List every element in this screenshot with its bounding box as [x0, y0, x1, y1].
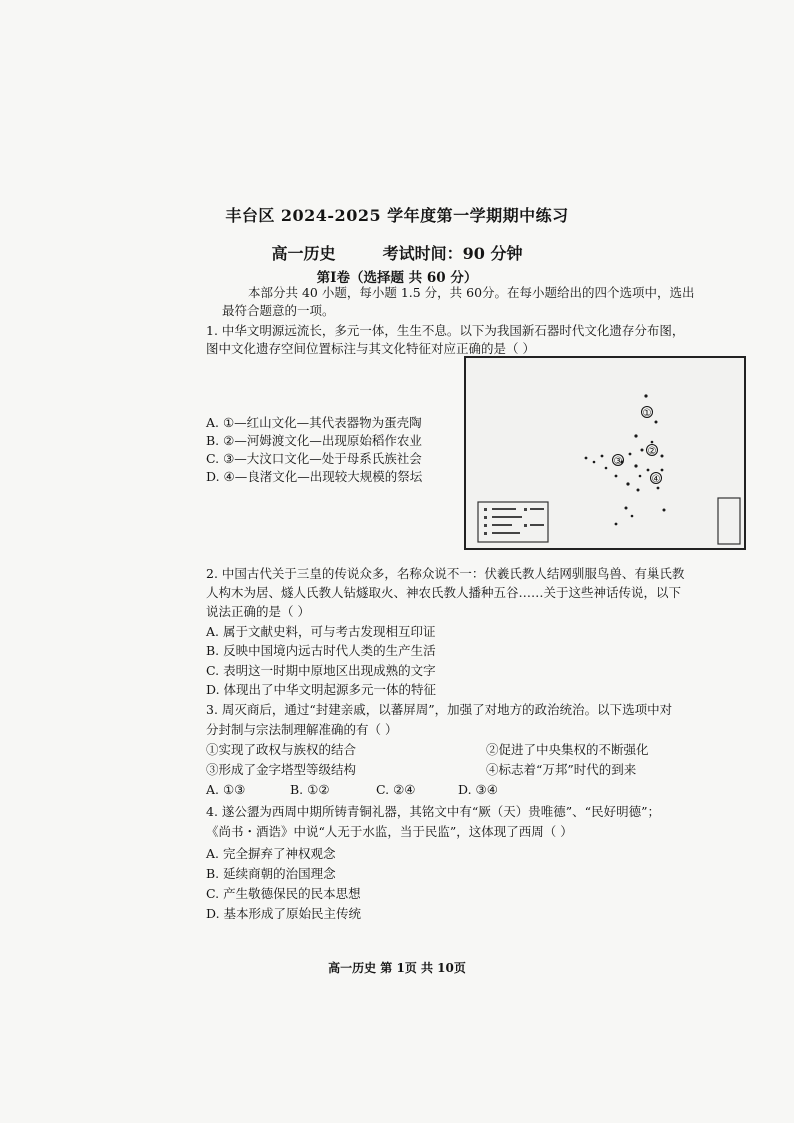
question-3-option-b[interactable]: B. ①②	[290, 782, 330, 797]
instructions-line: 最符合题意的一项。	[222, 303, 335, 318]
question-2-stem: 说法正确的是（ ）	[206, 604, 310, 619]
question-4-stem: 4. 遂公盨为西周中期所铸青铜礼器，其铭文中有“厥（天）贵唯德”、“民好明德”；	[206, 804, 660, 819]
map-marker-3-label: ③	[613, 456, 623, 467]
question-4-option-d[interactable]: D. 基本形成了原始民主传统	[206, 906, 362, 921]
question-3-option-d[interactable]: D. ③④	[458, 782, 498, 797]
neolithic-sites-map	[464, 356, 746, 550]
question-2-option-a[interactable]: A. 属于文献史料，可与考古发现相互印证	[206, 624, 436, 639]
map-legend-marks	[484, 508, 544, 535]
instructions-line: 本部分共 40 小题，每小题 1.5 分，共 60分。在每小题给出的四个选项中，选出	[248, 285, 695, 300]
question-3-item-4: ④标志着“万邦”时代的到来	[486, 762, 637, 777]
question-4-option-b[interactable]: B. 延续商朝的治国理念	[206, 866, 336, 881]
map-inset-box	[718, 498, 740, 544]
question-1-stem: 图中文化遗存空间位置标注与其文化特征对应正确的是（ ）	[206, 341, 535, 356]
question-3-stem: 分封制与宗法制理解准确的有（ ）	[206, 722, 398, 737]
question-4-stem: 《尚书・酒诰》中说“人无于水监，当于民监”，这体现了西周（ ）	[206, 824, 573, 839]
map-marker-2-label: ②	[647, 446, 657, 457]
question-2-stem: 人构木为居、燧人氏教人钻燧取火、神农氏教人播种五谷……关于这些神话传说，以下	[206, 585, 682, 600]
exam-time: 考试时间：90 分钟	[382, 244, 523, 263]
exam-title: 丰台区 2024-2025 学年度第一学期期中练习	[225, 206, 569, 225]
question-3-item-3: ③形成了金字塔型等级结构	[206, 762, 357, 777]
question-1-stem: 1. 中华文明源远流长，多元一体，生生不息。以下为我国新石器时代文化遗存分布图，	[206, 323, 685, 338]
question-3-item-2: ②促进了中央集权的不断强化	[486, 742, 649, 757]
question-4-option-a[interactable]: A. 完全摒弃了神权观念	[206, 846, 336, 861]
map-site-dots	[585, 394, 666, 525]
question-1-option-a[interactable]: A. ①—红山文化—其代表器物为蛋壳陶	[206, 415, 422, 430]
map-marker-1-label: ①	[642, 408, 652, 419]
question-3-option-c[interactable]: C. ②④	[376, 782, 416, 797]
question-2-option-c[interactable]: C. 表明这一时期中原地区出现成熟的文字	[206, 663, 436, 678]
map-marker-4-label: ④	[651, 474, 661, 485]
question-2-option-b[interactable]: B. 反映中国境内远古时代人类的生产生活	[206, 643, 436, 658]
question-2-stem: 2. 中国古代关于三皇的传说众多，名称众说不一：伏羲氏教人结网驯服鸟兽、有巢氏教	[206, 566, 685, 581]
question-3-stem: 3. 周灭商后，通过“封建亲戚，以蕃屏周”，加强了对地方的政治统治。以下选项中对	[206, 702, 673, 717]
map-markers	[613, 407, 662, 486]
question-2-option-d[interactable]: D. 体现出了中华文明起源多元一体的特征	[206, 682, 437, 697]
question-1-option-b[interactable]: B. ②—河姆渡文化—出现原始稻作农业	[206, 433, 422, 448]
question-1-option-c[interactable]: C. ③—大汶口文化—处于母系氏族社会	[206, 451, 422, 466]
question-3-item-1: ①实现了政权与族权的结合	[206, 742, 357, 757]
map-graphic	[466, 358, 744, 548]
exam-subtitle	[0, 241, 794, 264]
page-footer: 高一历史 第 1页 共 10页	[328, 961, 466, 975]
question-4-option-c[interactable]: C. 产生敬德保民的民本思想	[206, 886, 361, 901]
question-3-option-a[interactable]: A. ①③	[206, 782, 246, 797]
subject-label: 高一历史	[271, 244, 336, 263]
section-heading: 第Ⅰ卷（选择题 共 60 分）	[316, 270, 478, 286]
question-1-option-d[interactable]: D. ④—良渚文化—出现较大规模的祭坛	[206, 469, 423, 484]
